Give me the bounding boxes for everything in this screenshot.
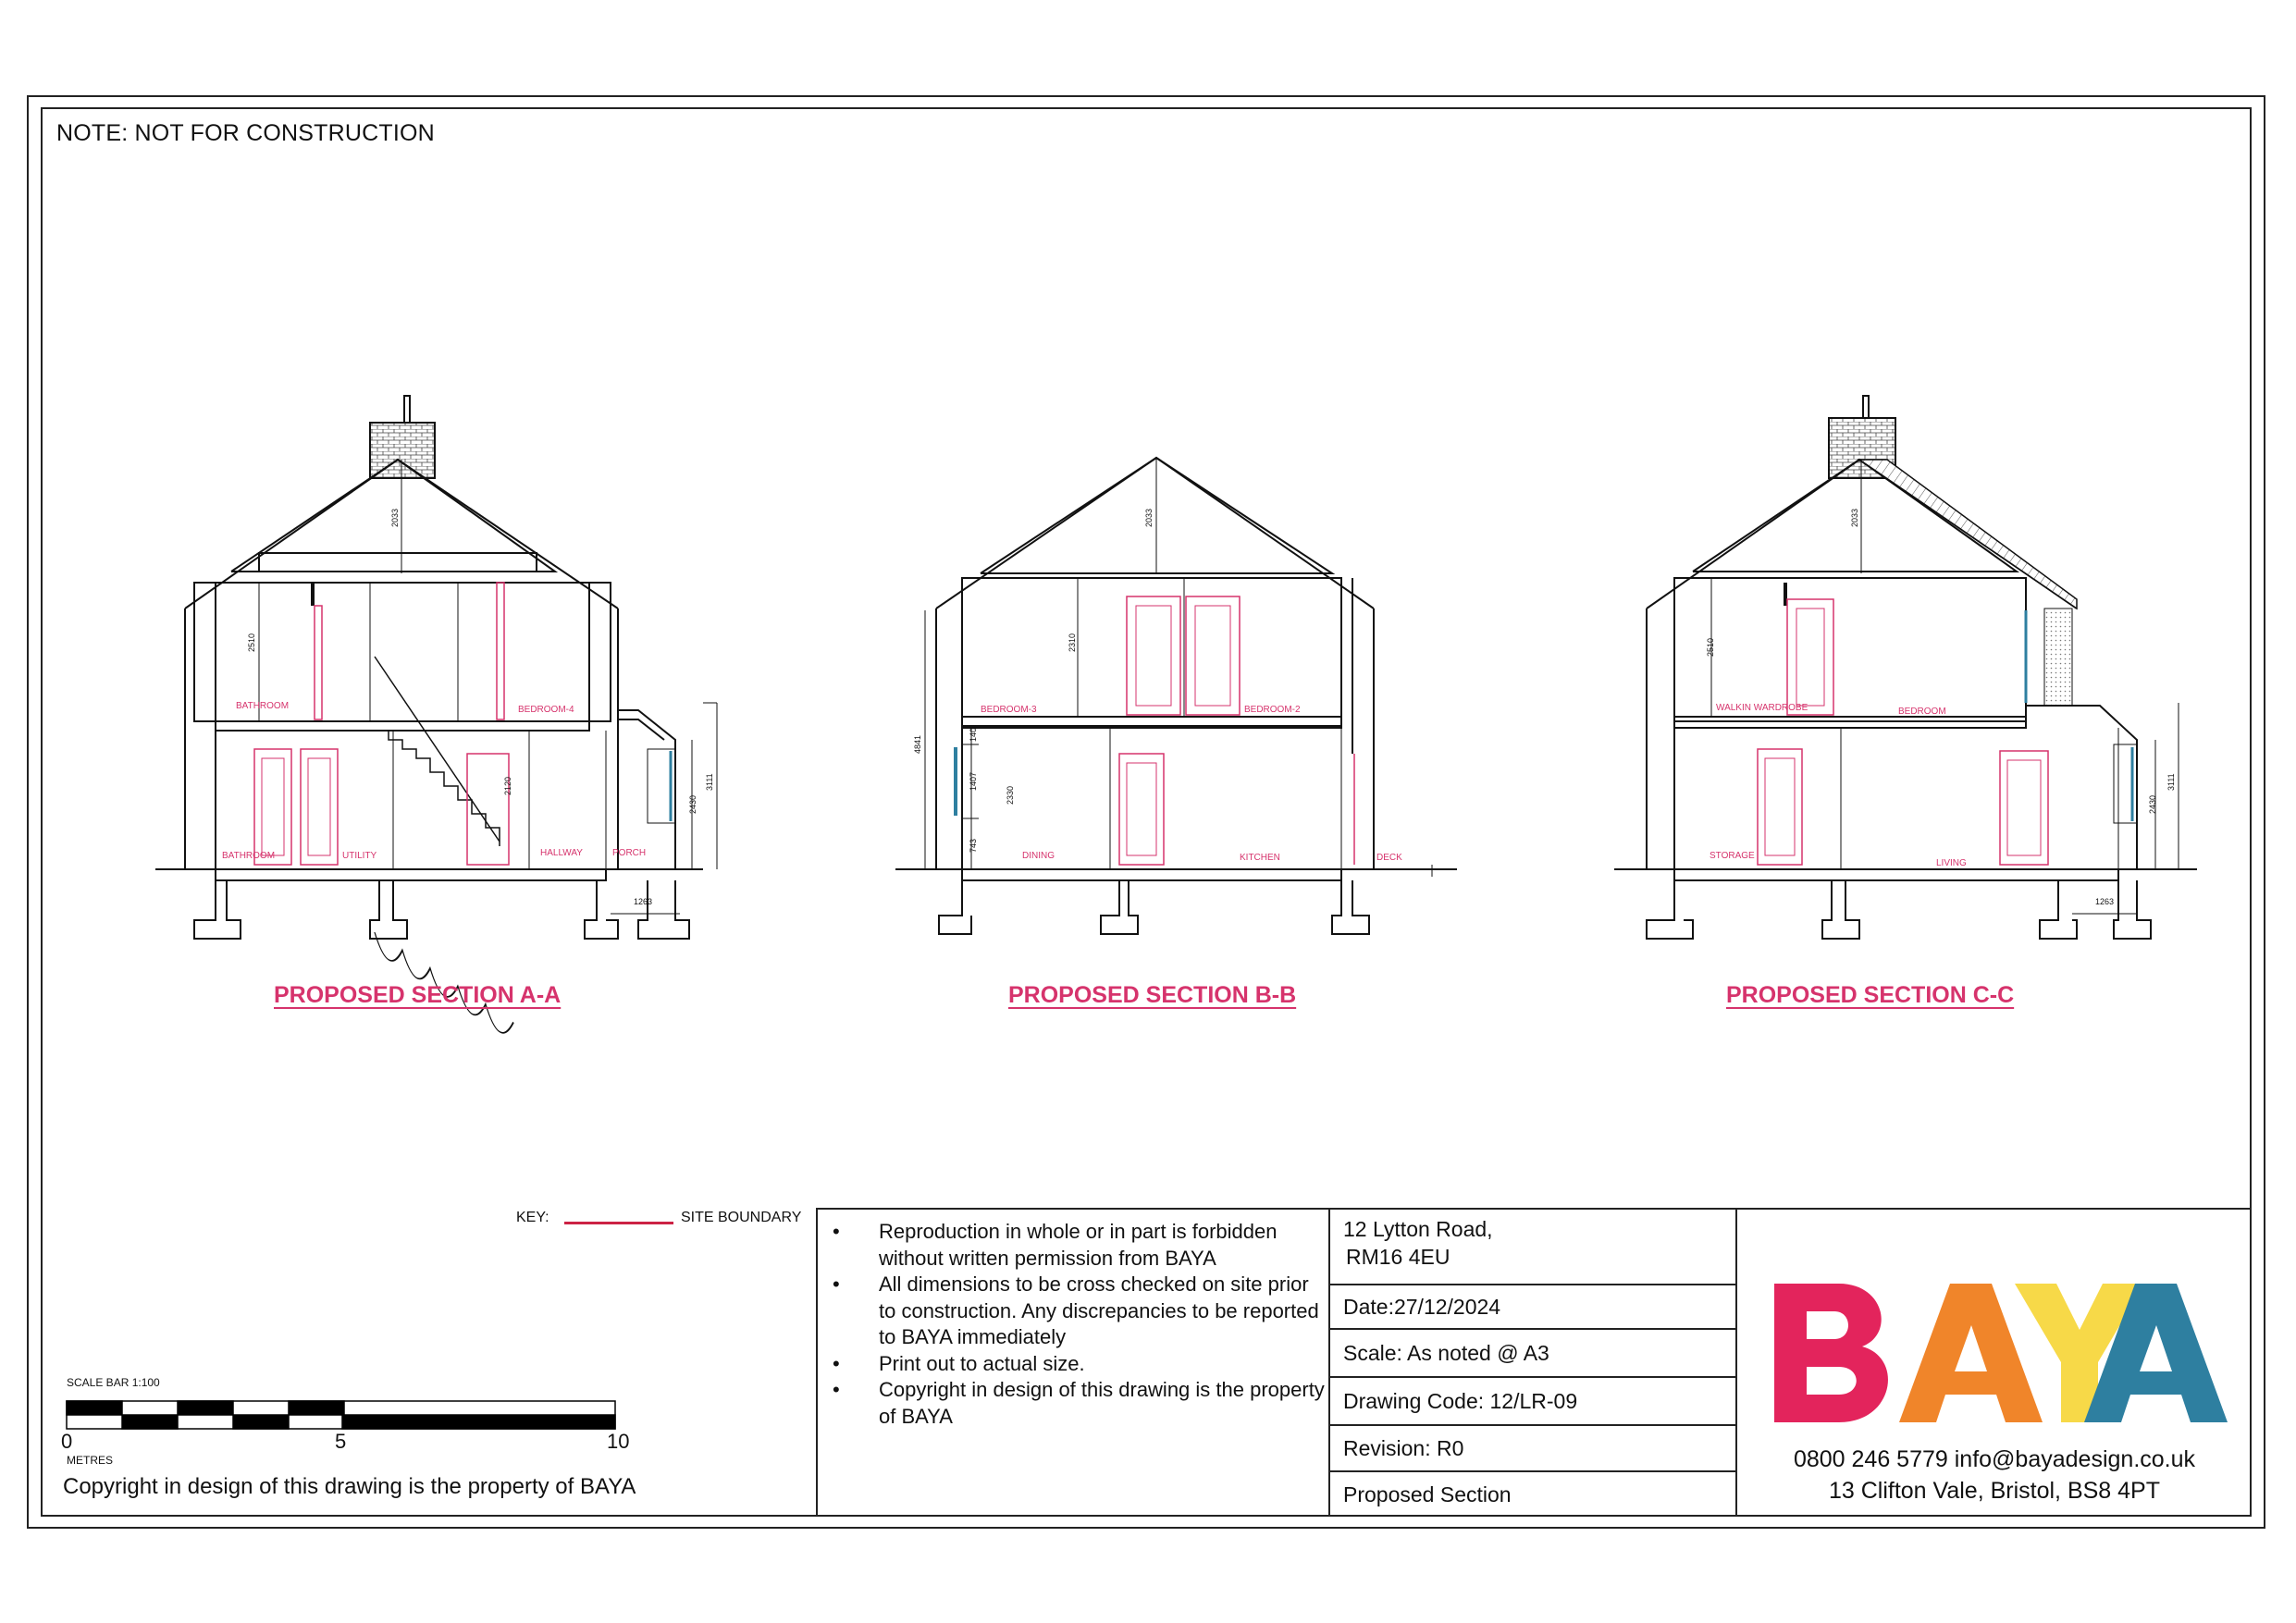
scale-tick-10: 10 xyxy=(607,1430,630,1453)
dimension-label: 3111 xyxy=(2166,773,2176,791)
dimension-label: 4841 xyxy=(913,734,922,754)
dimension-label: 2310 xyxy=(1068,633,1077,652)
room-label: STORAGE xyxy=(1710,851,1755,861)
scale-units: METRES xyxy=(67,1454,114,1467)
chimney xyxy=(370,423,435,478)
room-label: BEDROOM-4 xyxy=(518,705,574,715)
roof xyxy=(936,458,1374,609)
construction-note: NOTE: NOT FOR CONSTRUCTION xyxy=(56,120,435,146)
room-label: PORCH xyxy=(612,848,647,858)
scale-tick-0: 0 xyxy=(61,1430,73,1453)
room-label: DINING xyxy=(1022,851,1055,861)
section-a-a-drawing xyxy=(155,396,717,1040)
dimension-label: 2033 xyxy=(1144,508,1154,527)
baya-logo xyxy=(1737,1265,2252,1450)
scale-tick-5: 5 xyxy=(335,1430,347,1453)
key-label: KEY: xyxy=(516,1210,549,1225)
dimension-label: 2510 xyxy=(1706,637,1715,657)
dimension-label: 1263 xyxy=(2095,897,2115,906)
room-label: BATHROOM xyxy=(222,851,276,861)
notes-panel xyxy=(816,1208,1330,1517)
scale-bar-label: SCALE BAR 1:100 xyxy=(67,1376,160,1389)
site-boundary-swatch xyxy=(564,1222,673,1224)
room-label: BEDROOM-2 xyxy=(1244,705,1301,715)
revision-field: Revision: R0 xyxy=(1330,1426,1737,1472)
room-label: HALLWAY xyxy=(540,848,583,858)
address-line-2: RM16 4EU xyxy=(1346,1245,1450,1269)
room-label: LIVING xyxy=(1936,858,1967,868)
note-item: • Print out to actual size. xyxy=(879,1351,1330,1378)
dimension-label: 1263 xyxy=(634,897,653,906)
address-line-1: 12 Lytton Road, xyxy=(1343,1217,1493,1241)
note-item: • All dimensions to be cross checked on site prior to construction. Any discrepancies to be reported to BAYA immediately xyxy=(879,1272,1330,1351)
dimension-label: 2120 xyxy=(503,776,512,795)
logo-panel xyxy=(1735,1208,2252,1517)
key-site-boundary: SITE BOUNDARY xyxy=(681,1210,802,1225)
dimension-label: 743 xyxy=(969,838,978,853)
section-c-c-title: PROPOSED SECTION C-C xyxy=(1726,982,2015,1008)
section-b-b-drawing xyxy=(895,458,1457,934)
address-block xyxy=(1330,1210,1737,1285)
section-c-c-drawing xyxy=(1614,396,2197,939)
room-label: DECK xyxy=(1376,853,1402,863)
room-label: BEDROOM xyxy=(1898,707,1946,717)
dimension-label: 2430 xyxy=(2148,794,2157,814)
date-field: Date:27/12/2024 xyxy=(1330,1285,1737,1330)
dimension-label: 2430 xyxy=(688,794,697,814)
room-label: BATHROOM xyxy=(236,701,290,711)
section-b-b-title: PROPOSED SECTION B-B xyxy=(1008,982,1297,1008)
drawing-title-field: Proposed Section xyxy=(1343,1482,1512,1506)
note-item: • Copyright in design of this drawing is the property of BAYA xyxy=(879,1377,1330,1430)
room-label: UTILITY xyxy=(342,851,377,861)
scale-field: Scale: As noted @ A3 xyxy=(1330,1330,1737,1378)
room-label: BEDROOM-3 xyxy=(981,705,1037,715)
section-a-a-title: PROPOSED SECTION A-A xyxy=(274,982,562,1008)
dimension-label: 3111 xyxy=(705,773,714,791)
logo-letter-a-orange xyxy=(1899,1284,2043,1422)
scale-bar xyxy=(67,1401,615,1429)
dimension-label: 140 xyxy=(969,727,978,742)
dimension-label: 2033 xyxy=(390,508,400,527)
dimension-label: 1407 xyxy=(969,771,978,791)
logo-letter-b xyxy=(1774,1284,1888,1422)
room-label: WALKIN WARDROBE xyxy=(1716,703,1808,713)
contact-address: 13 Clifton Vale, Bristol, BS8 4PT xyxy=(1828,1478,2161,1504)
drawing-code-field: Drawing Code: 12/LR-09 xyxy=(1330,1378,1737,1426)
dimension-label: 2033 xyxy=(1850,508,1859,527)
copyright-text: Copyright in design of this drawing is the property of BAYA xyxy=(63,1474,636,1499)
note-item: • Reproduction in whole or in part is forbidden without written permission from BAYA xyxy=(879,1219,1330,1272)
dimension-label: 2330 xyxy=(1006,785,1015,805)
title-block xyxy=(1328,1208,1737,1517)
dimension-label: 2510 xyxy=(247,633,256,652)
contact-phone-email: 0800 246 5779 info@bayadesign.co.uk xyxy=(1793,1446,2196,1472)
room-label: KITCHEN xyxy=(1240,853,1280,863)
